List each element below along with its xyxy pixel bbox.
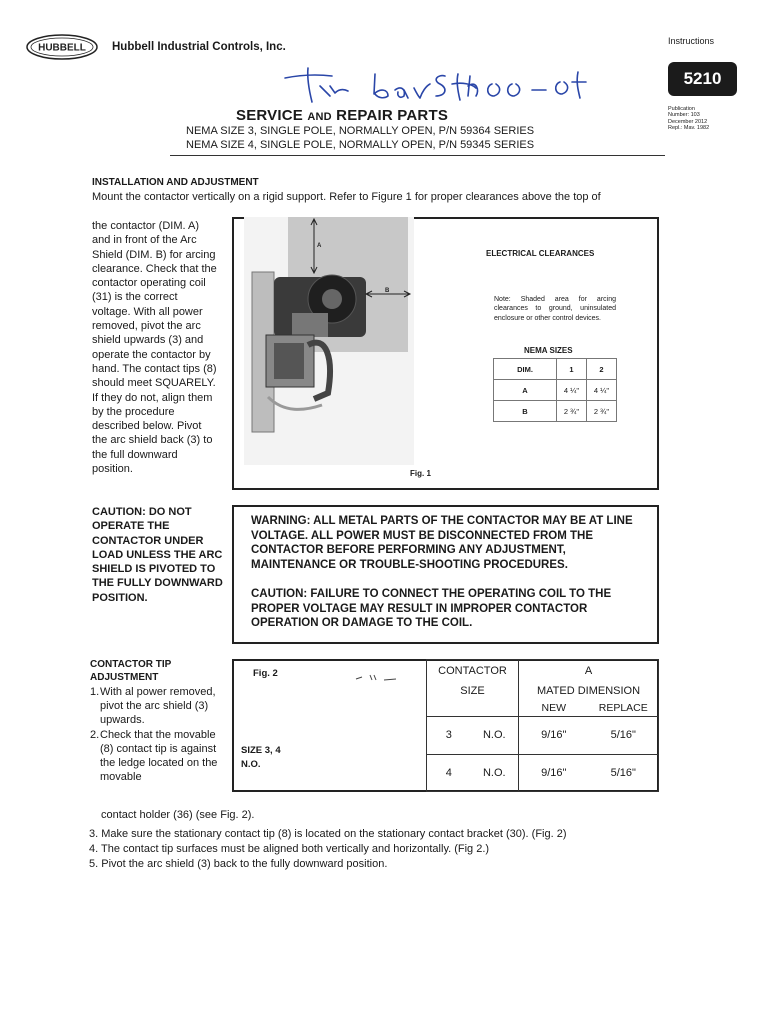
installation-heading: INSTALLATION AND ADJUSTMENT [92, 177, 259, 188]
step-3: 3. Make sure the stationary contact tip (8) is located on the stationary contact bracket (30). (Fig. 2) [89, 828, 567, 840]
subtitle-size4: NEMA SIZE 4, SINGLE POLE, NORMALLY OPEN, P/N 59345 SERIES [186, 139, 535, 151]
table-cell: 2 ¾" [557, 401, 587, 422]
table-cell: B [494, 401, 557, 422]
step-text: Check that the movable (8) contact tip is against the ledge located on the movable [100, 728, 218, 784]
figure1-label: Fig. 1 [410, 469, 431, 478]
step-text: With al power removed, pivot the arc shield (3) upwards. [100, 686, 216, 727]
table-header-cell: 2 [587, 359, 617, 380]
installation-lead-text: Mount the contactor vertically on a rigid support. Refer to Figure 1 for proper clearances above the top of [92, 191, 601, 203]
coil-caution-text: CAUTION: FAILURE TO CONNECT THE OPERATING COIL TO THE PROPER VOLTAGE MAY RESULT IN IMPROPER CONTACTOR OPERATION OR DAMAGE TO THE COIL. [251, 588, 612, 629]
logo-text: HUBBELL [38, 42, 86, 54]
publication-line: December 2012 [668, 118, 708, 125]
table-cell: 3 [427, 717, 471, 755]
dim-b-label: B [385, 288, 390, 294]
arc-shield-caution: CAUTION: DO NOT OPERATE THE CONTACTOR UNDER LOAD UNLESS THE ARC SHIELD IS PIVOTED TO THE FULLY DOWNWARD POSITION. [92, 506, 223, 604]
heading-line: ADJUSTMENT [90, 672, 159, 683]
figure2-sketch-mark [354, 671, 398, 685]
warning-text: WARNING: ALL METAL PARTS OF THE CONTACTOR MAY BE AT LINE VOLTAGE. ALL POWER MUST BE DISCONNECTED FROM THE CONTACTOR BEFORE PERFORMING ANY ADJUSTMENT, MAINTENANCE OR TROUBLE-SHOOTING PROCEDURES. [251, 515, 633, 571]
table-header-row [427, 682, 659, 700]
table-header-cell: 1 [557, 359, 587, 380]
table-header-cell: SIZE [427, 682, 519, 700]
list-item [90, 728, 220, 785]
company-name: Hubbell Industrial Controls, Inc. [112, 41, 286, 53]
table-cell: 9/16" [519, 754, 589, 792]
step2-continuation: contact holder (36) (see Fig. 2). [101, 809, 255, 821]
publication-line: Number: 103 [668, 112, 700, 119]
table-header-cell: DIM. [494, 359, 557, 380]
table-header-cell [427, 700, 519, 717]
dim-a-label: A [317, 243, 322, 249]
nema-clearance-table [493, 358, 617, 422]
table-header-row [494, 359, 617, 380]
publication-line: Publication [668, 106, 695, 112]
step-4: 4. The contact tip surfaces must be aligned both vertically and horizontally. (Fig 2.) [89, 843, 490, 855]
table-header-cell: A [519, 660, 659, 682]
tip-adjustment-heading [90, 658, 210, 684]
title-repair-parts: REPAIR PARTS [336, 107, 449, 124]
figure1-title: ELECTRICAL CLEARANCES [486, 249, 595, 258]
tip-adjustment-steps [90, 685, 220, 784]
contactor-photo [244, 217, 414, 465]
subtitle-size3: NEMA SIZE 3, SINGLE POLE, NORMALLY OPEN, P/N 59364 SERIES [186, 125, 535, 137]
table-cell: N.O. [471, 717, 519, 755]
table-cell: 5/16" [589, 754, 659, 792]
figure2-label: Fig. 2 [253, 668, 278, 679]
step-5: 5. Pivot the arc shield (3) back to the fully downward position. [89, 858, 388, 870]
table-header-cell: MATED DIMENSION [519, 682, 659, 700]
size-line: N.O. [241, 759, 261, 770]
title-and: AND [307, 111, 332, 123]
table-cell: 4 ¼" [587, 380, 617, 401]
header-divider [170, 155, 665, 156]
table-row [427, 717, 659, 755]
figure2-size-label [241, 744, 281, 772]
figure1-note: Note: Shaded area for arcing clearances to ground, uninsulated enclosure or other control devices. [494, 296, 616, 322]
step-number: 2. [90, 728, 100, 741]
size-line: SIZE 3, 4 [241, 745, 281, 756]
table-cell: 5/16" [589, 717, 659, 755]
doc-type: Instructions [668, 36, 715, 46]
table-cell: 2 ¾" [587, 401, 617, 422]
table-header-cell: CONTACTOR [427, 660, 519, 682]
publication-line: Repl.: Mav. 1982 [668, 124, 710, 131]
doc-number-badge: 5210 [668, 62, 737, 96]
nema-sizes-title: NEMA SIZES [524, 346, 573, 355]
heading-line: CONTACTOR TIP [90, 659, 172, 670]
publication-info [668, 106, 709, 131]
list-item [90, 685, 220, 728]
table-row [427, 754, 659, 792]
table-header-cell: REPLACE [589, 700, 659, 717]
table-header-row [427, 660, 659, 682]
table-row [494, 401, 617, 422]
handwritten-annotation [280, 66, 600, 108]
page-title [236, 107, 448, 124]
table-cell: 4 [427, 754, 471, 792]
mated-dimension-table [426, 659, 659, 792]
installation-body-text: the contactor (DIM. A) and in front of the Arc Shield (DIM. B) for arcing clearance. Check that the contactor operating coil (31) is the correct voltage. With all power removed, pivot the arc shield upwards (3) and operate the contactor by hand. The contact tips (8) should meet SQUARELY. If they do not, align them by the procedure described below. Pivot the arc shield back (3) to the full downward position. [92, 220, 217, 476]
title-service: SERVICE [236, 107, 303, 124]
hubbell-logo [25, 33, 99, 61]
step-number: 1. [90, 686, 100, 698]
table-header-row [427, 700, 659, 717]
table-cell: 9/16" [519, 717, 589, 755]
table-header-cell: NEW [519, 700, 589, 717]
table-cell: 4 ¼" [557, 380, 587, 401]
table-cell: A [494, 380, 557, 401]
table-cell: N.O. [471, 754, 519, 792]
table-row [494, 380, 617, 401]
